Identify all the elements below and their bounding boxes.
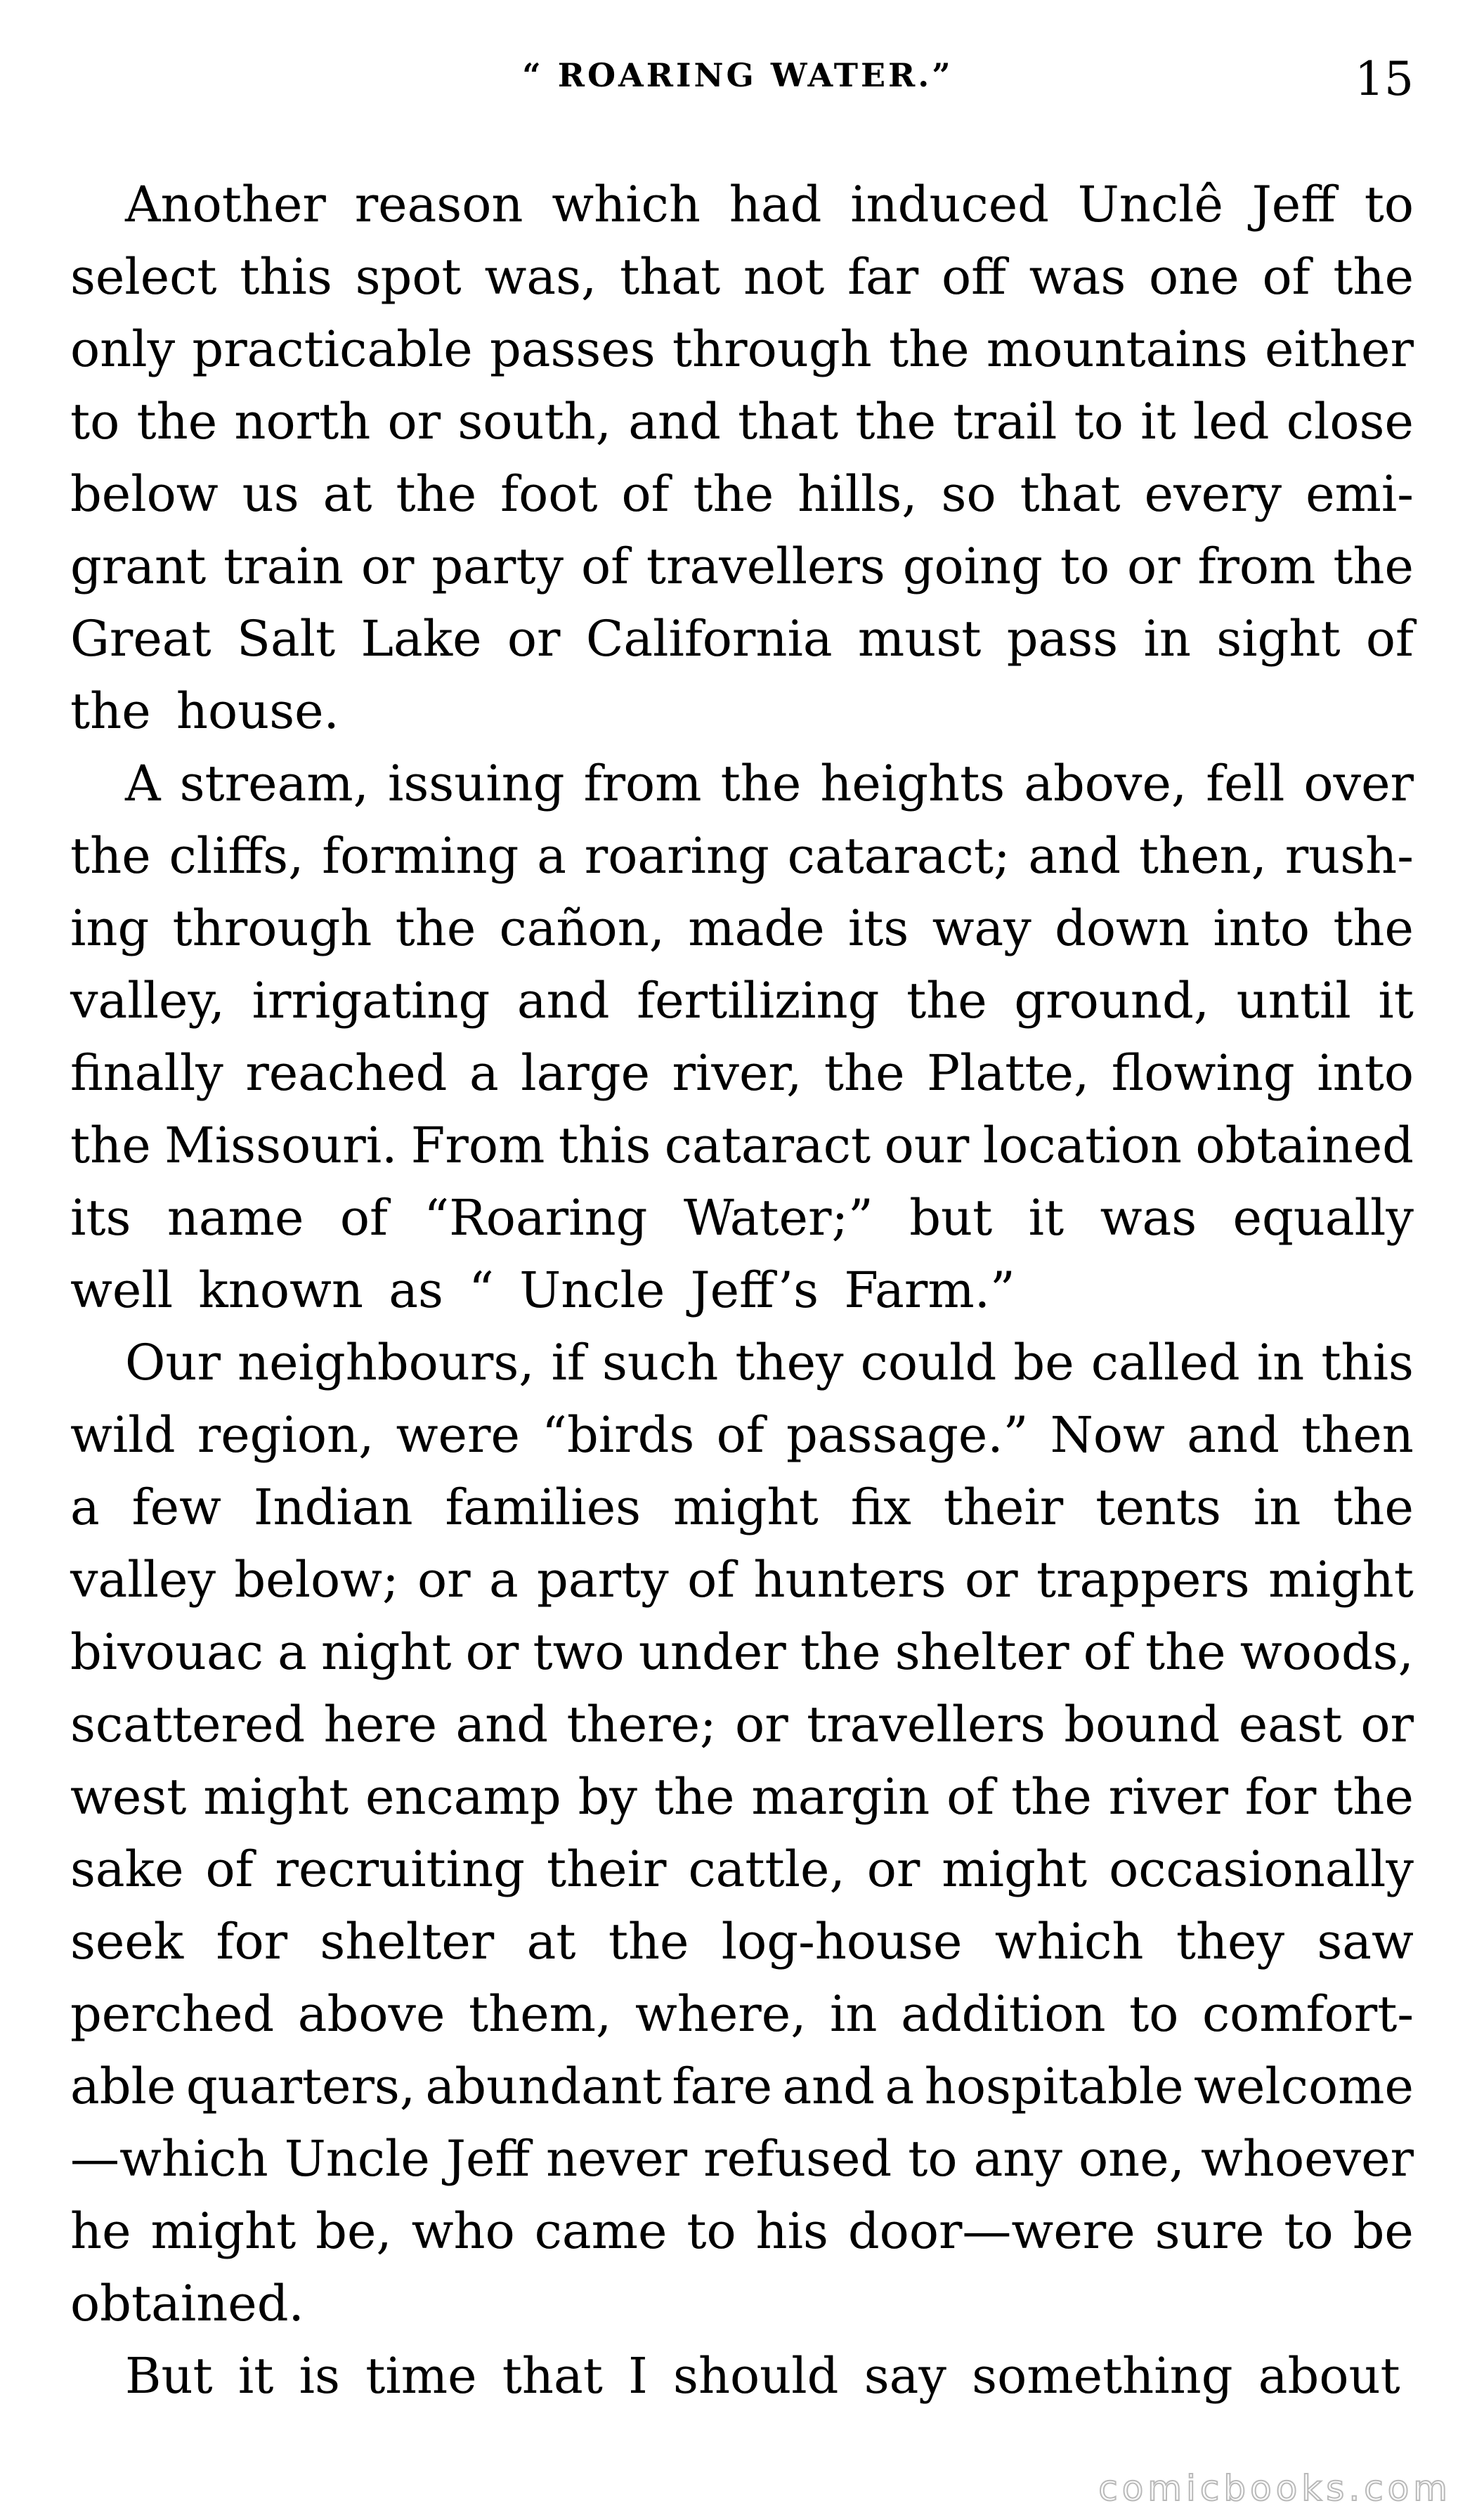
text-line: to the north or south, and that the trail to it led close bbox=[70, 393, 1414, 450]
text-line: Our neighbours, if such they could be called in this bbox=[125, 1334, 1414, 1391]
text-line: valley below; or a party of hunters or trappers might bbox=[70, 1551, 1414, 1609]
text-line: the cliffs, forming a roaring cataract; and then, rush- bbox=[70, 827, 1414, 885]
text-line: valley, irrigating and fertilizing the ground, until it bbox=[70, 972, 1414, 1030]
watermark: comicbooks.com bbox=[1098, 2468, 1452, 2509]
text-line: its name of “Roaring Water;” but it was equally bbox=[70, 1189, 1414, 1247]
text-line: only practicable passes through the mountains either bbox=[70, 320, 1414, 378]
text-line: a few Indian families might fix their tents in the bbox=[70, 1479, 1414, 1536]
text-line: the house. bbox=[70, 682, 339, 740]
text-line: able quarters, abundant fare and a hospitable welcome bbox=[70, 2058, 1414, 2115]
text-line: A stream, issuing from the heights above, fell over bbox=[125, 755, 1414, 812]
text-line: finally reached a large river, the Platte, flowing into bbox=[70, 1044, 1414, 1102]
text-line: But it is time that I should say something about bbox=[125, 2347, 1400, 2405]
text-line: sake of recruiting their cattle, or might occasionally bbox=[70, 1840, 1414, 1898]
text-line: wild region, were “birds of passage.” Now and then bbox=[70, 1406, 1414, 1464]
text-line: —which Uncle Jeff never refused to any one, whoever bbox=[70, 2130, 1414, 2188]
text-line: Another reason which had induced Unclê Jeff to bbox=[125, 176, 1414, 233]
text-line: west might encamp by the margin of the river for the bbox=[70, 1768, 1414, 1826]
text-line: perched above them, where, in addition to comfort- bbox=[70, 1985, 1414, 2043]
text-line: obtained. bbox=[70, 2275, 304, 2332]
text-line: Great Salt Lake or California must pass in sight of bbox=[70, 610, 1414, 668]
body-text bbox=[70, 169, 1414, 2412]
text-line: scattered here and there; or travellers bound east or bbox=[70, 1696, 1414, 1753]
text-line: select this spot was, that not far off was one of the bbox=[70, 248, 1414, 306]
text-line: bivouac a night or two under the shelter of the woods, bbox=[70, 1623, 1414, 1681]
text-line: seek for shelter at the log-house which they saw bbox=[70, 1913, 1414, 1970]
text-line: the Missouri. From this cataract our location obtained bbox=[70, 1117, 1414, 1174]
text-line: well known as “ Uncle Jeff’s Farm.” bbox=[70, 1261, 1015, 1319]
text-line: grant train or party of travellers going to or from the bbox=[70, 538, 1414, 595]
running-head-title: “ ROARING WATER.” bbox=[522, 56, 953, 94]
text-line: ing through the cañon, made its way down into the bbox=[70, 899, 1414, 957]
text-line: below us at the foot of the hills, so that every emi- bbox=[70, 465, 1414, 523]
page-number: 15 bbox=[1355, 52, 1414, 106]
text-line: he might be, who came to his door—were sure to be bbox=[70, 2202, 1414, 2260]
